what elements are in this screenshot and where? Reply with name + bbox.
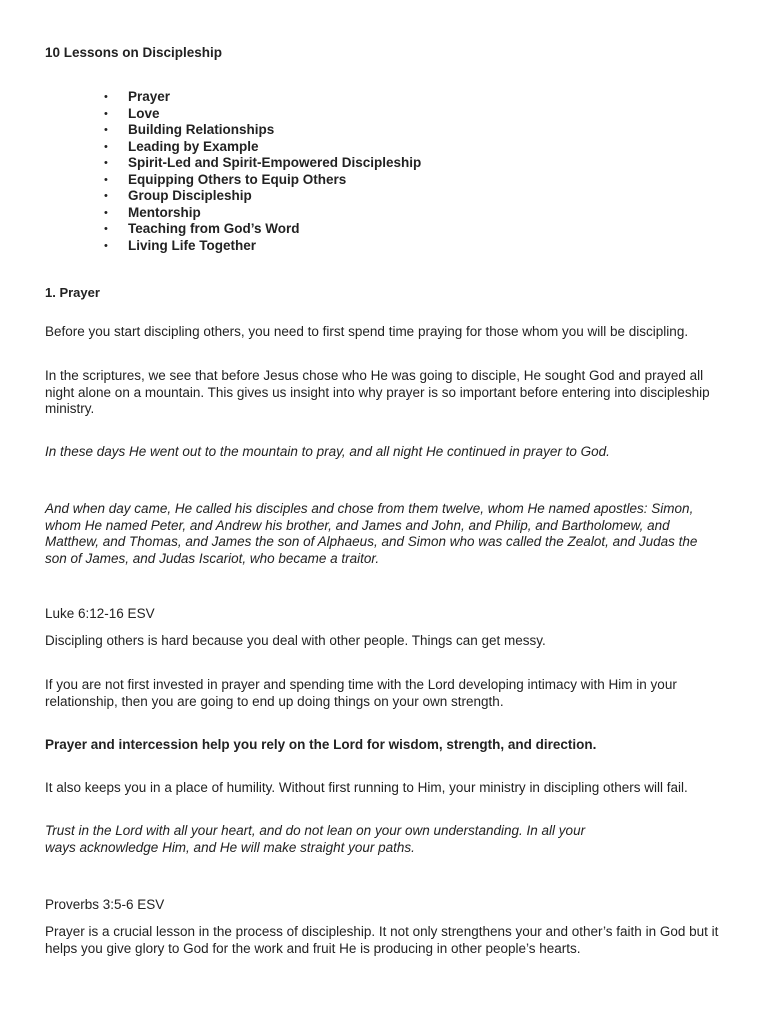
list-item [45,106,421,123]
list-item [45,139,421,156]
bullet-icon: • [104,91,108,103]
emphasis-paragraph: Prayer and intercession help you rely on the Lord for wisdom, strength, and direction. [45,737,597,752]
list-item-label: Building Relationships [128,122,275,137]
list-item-label: Spirit-Led and Spirit-Empowered Discipleship [128,155,422,170]
scripture-quote: In these days He went out to the mountain to pray, and all night He continued in prayer to God. [45,444,610,459]
list-item-label: Mentorship [128,204,201,220]
list-item [45,188,421,205]
scripture-quote: Trust in the Lord with all your heart, and do not lean on your own understanding. In all your ways acknowledge Him, and He will make straight your paths. [45,823,586,855]
bullet-icon: • [104,157,108,169]
list-item-label: Prayer [128,89,171,104]
bullet-icon: • [104,223,108,235]
list-item [45,172,421,189]
paragraph: Prayer is a crucial lesson in the process of discipleship. It not only strengthens your and other’s faith in God but it helps you give glory to God for the work and fruit He is producing in other people’s hearts. [45,924,719,956]
scripture-reference: Luke 6:12-16 ESV [45,606,155,621]
bullet-icon: • [104,107,108,120]
bullet-icon: • [104,190,108,202]
bullet-icon: • [104,206,108,219]
list-item [45,238,421,255]
scripture-reference: Proverbs 3:5-6 ESV [45,897,165,912]
paragraph: Before you start discipling others, you need to first spend time praying for those whom you will be discipling. [45,324,689,339]
list-item [45,205,421,222]
list-item [45,221,421,238]
document-title: 10 Lessons on Discipleship [45,45,223,60]
bullet-icon: • [104,124,108,136]
paragraph: In the scriptures, we see that before Jesus chose who He was going to disciple, He sought God and prayed all night alone on a mountain. This gives us insight into why prayer is so important before entering into discipleship ministry. [45,368,710,416]
list-item [45,155,421,172]
list-item-label: Love [128,105,160,121]
paragraph: If you are not first invested in prayer and spending time with the Lord developing intimacy with Him in your relationship, then you are going to end up doing things on your own strength. [45,677,677,709]
list-item-label: Group Discipleship [128,188,252,203]
list-item-label: Living Life Together [128,237,256,253]
scripture-quote: And when day came, He called his disciples and chose from them twelve, whom He named apostles: Simon, whom He named Peter, and Andrew his brother, and James and John, and Philip, and Bartholomew, and Matthew, and Thomas, and James the son of Alphaeus, and Simon who was called the Zealot, and Judas the son of James, and Judas Iscariot, who became a traitor. [45,501,698,566]
section-heading: 1. Prayer [45,285,100,300]
list-item-label: Leading by Example [128,138,259,154]
list-item [45,89,421,106]
paragraph: It also keeps you in a place of humility. Without first running to Him, your ministry in discipling others will fail. [45,780,688,795]
lessons-list [45,89,421,254]
bullet-icon: • [104,140,108,153]
list-item-label: Equipping Others to Equip Others [128,171,347,187]
bullet-icon: • [104,173,108,186]
list-item-label: Teaching from God’s Word [128,221,300,236]
paragraph: Discipling others is hard because you deal with other people. Things can get messy. [45,633,546,648]
list-item [45,122,421,139]
bullet-icon: • [104,239,108,252]
